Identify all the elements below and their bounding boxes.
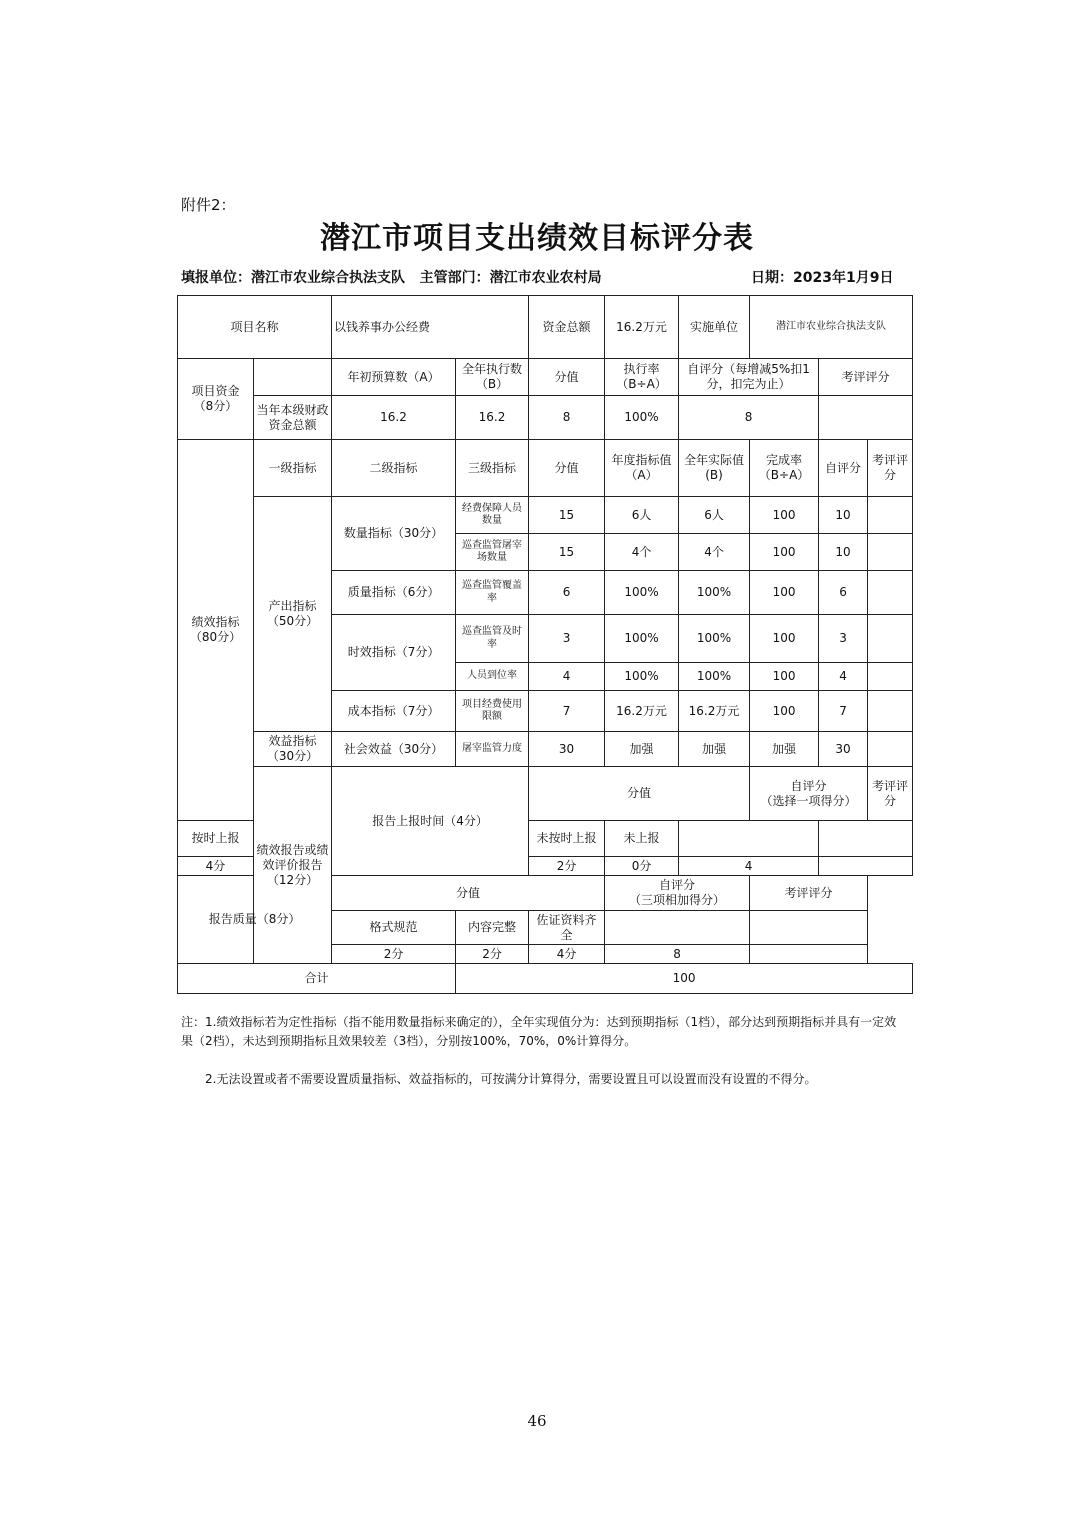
row-actual: 6人 xyxy=(679,497,750,534)
report-quality-score-label: 分值 xyxy=(332,876,605,911)
row-rate: 100 xyxy=(750,497,819,534)
row-target: 6人 xyxy=(605,497,679,534)
impl-unit-label: 实施单位 xyxy=(679,296,750,359)
row-self: 30 xyxy=(819,732,868,767)
supervising-dept: 主管部门：潜江市农业农村局 xyxy=(419,270,602,286)
row-review xyxy=(868,691,913,732)
row-self: 4 xyxy=(819,663,868,691)
fund-value-row xyxy=(178,396,913,440)
level3-name: 巡查监管覆盖率 xyxy=(456,571,529,615)
row-target: 16.2万元 xyxy=(605,691,679,732)
report-section-label: 绩效报告或绩效评价报告 （12分） xyxy=(254,767,332,964)
quantity-indicator-label: 数量指标（30分） xyxy=(332,497,456,571)
row-self: 6 xyxy=(819,571,868,615)
row-score: 4 xyxy=(529,663,605,691)
row-self: 10 xyxy=(819,534,868,571)
fund-exec-rate: 100% xyxy=(605,396,679,440)
fund-initial-budget: 16.2 xyxy=(332,396,456,440)
benefit-indicator-label: 效益指标 （30分） xyxy=(254,732,332,767)
row-score: 30 xyxy=(529,732,605,767)
report-format: 格式规范 xyxy=(332,911,456,945)
fund-review-score xyxy=(819,396,913,440)
fill-unit: 填报单位：潜江市农业综合执法支队 xyxy=(181,270,405,286)
report-date: 日期：2023年1月9日 xyxy=(751,270,894,286)
row-rate: 100 xyxy=(750,663,819,691)
col-exec-rate: 执行率 （B÷A） xyxy=(605,359,679,396)
report-evidence: 佐证资料齐全 xyxy=(529,911,605,945)
col-perf-review: 考评评分 xyxy=(868,440,913,497)
row-review xyxy=(868,534,913,571)
fund-total: 16.2万元 xyxy=(605,296,679,359)
row-self: 10 xyxy=(819,497,868,534)
report-time-label: 报告上报时间（4分） xyxy=(332,767,529,876)
timeliness-indicator-label: 时效指标（7分） xyxy=(332,615,456,691)
row-rate: 加强 xyxy=(750,732,819,767)
report-none: 未上报 xyxy=(605,821,679,857)
output-indicator-label: 产出指标 （50分） xyxy=(254,497,332,732)
report-quality-self-label: 自评分 （三项相加得分） xyxy=(605,876,750,911)
impl-unit: 潜江市农业综合执法支队 xyxy=(750,296,913,359)
perf-section-label: 绩效指标 （80分） xyxy=(178,440,254,821)
level3-name: 项目经费使用限额 xyxy=(456,691,529,732)
report-time-score-label: 分值 xyxy=(529,767,750,821)
row-rate: 100 xyxy=(750,571,819,615)
report-ontime-points: 4分 xyxy=(178,857,254,876)
row-review xyxy=(868,497,913,534)
note-2 xyxy=(181,1070,901,1089)
total-row xyxy=(178,964,913,994)
fund-self-score: 8 xyxy=(679,396,819,440)
report-blank-cell xyxy=(819,821,913,857)
col-level2: 二级指标 xyxy=(332,440,456,497)
project-name-label: 项目名称 xyxy=(178,296,332,359)
report-time-self-score: 4 xyxy=(679,857,819,876)
row-score: 6 xyxy=(529,571,605,615)
row-rate: 100 xyxy=(750,691,819,732)
row-review xyxy=(868,571,913,615)
page-title: 潜江市项目支出绩效目标评分表 xyxy=(320,221,754,256)
score-table xyxy=(177,295,913,994)
level3-name: 屠宰监管力度 xyxy=(456,732,529,767)
row-actual: 16.2万元 xyxy=(679,691,750,732)
col-completion-rate: 完成率 （B÷A） xyxy=(750,440,819,497)
row-actual: 加强 xyxy=(679,732,750,767)
col-perf-score: 分值 xyxy=(529,440,605,497)
report-blank-cell xyxy=(750,945,868,964)
level3-name: 巡查监管及时率 xyxy=(456,615,529,663)
fund-total-label: 资金总额 xyxy=(529,296,605,359)
level3-name: 经费保障人员数量 xyxy=(456,497,529,534)
row-target: 100% xyxy=(605,663,679,691)
report-blank-cell xyxy=(819,857,913,876)
perf-header-row xyxy=(178,440,913,497)
report-blank-cell xyxy=(679,821,819,857)
row-score: 15 xyxy=(529,534,605,571)
report-quality-self-score: 8 xyxy=(605,945,750,964)
page-number: 46 xyxy=(527,1412,547,1430)
row-score: 3 xyxy=(529,615,605,663)
attachment-label: 附件2： xyxy=(181,196,236,214)
report-blank-cell xyxy=(605,911,750,945)
row-actual: 100% xyxy=(679,663,750,691)
row-target: 4个 xyxy=(605,534,679,571)
note-2-text: 2.无法设置或者不需要设置质量指标、效益指标的，可按满分计算得分，需要设置且可以设置而没有设置的不得分。 xyxy=(205,1072,817,1086)
report-quality-review-label: 考评评分 xyxy=(750,876,868,911)
report-format-points: 2分 xyxy=(332,945,456,964)
row-rate: 100 xyxy=(750,615,819,663)
project-info-row xyxy=(178,296,913,359)
col-review-score: 考评评分 xyxy=(819,359,913,396)
row-review xyxy=(868,615,913,663)
report-ontime: 按时上报 xyxy=(178,821,254,857)
report-none-points: 0分 xyxy=(605,857,679,876)
note-1: 注：1.绩效指标若为定性指标（指不能用数量指标来确定的），全年实现值分为：达到预期指标（1档），部分达到预期指标并具有一定效果（2档），未达到预期指标且效果较差（3档），分别按100%，70%，0%计算得分。 xyxy=(181,1015,897,1048)
row-review xyxy=(868,732,913,767)
total-label: 合计 xyxy=(178,964,456,994)
row-actual: 100% xyxy=(679,615,750,663)
row-actual: 100% xyxy=(679,571,750,615)
col-level1: 一级指标 xyxy=(254,440,332,497)
cost-indicator-label: 成本指标（7分） xyxy=(332,691,456,732)
report-quality-label: 报告质量（8分） xyxy=(178,876,332,964)
report-content: 内容完整 xyxy=(456,911,529,945)
row-rate: 100 xyxy=(750,534,819,571)
level3-name: 人员到位率 xyxy=(456,663,529,691)
report-late-points: 2分 xyxy=(529,857,605,876)
fund-header-row xyxy=(178,359,913,396)
fund-blank-cell xyxy=(254,359,332,396)
quality-indicator-label: 质量指标（6分） xyxy=(332,571,456,615)
col-annual-exec: 全年执行数（B） xyxy=(456,359,529,396)
row-review xyxy=(868,663,913,691)
row-target: 100% xyxy=(605,571,679,615)
row-self: 7 xyxy=(819,691,868,732)
table-row xyxy=(178,497,913,534)
col-self-score: 自评分（每增减5%扣1分，扣完为止） xyxy=(679,359,819,396)
col-level3: 三级指标 xyxy=(456,440,529,497)
report-time-header-row xyxy=(178,767,913,821)
fund-section-label: 项目资金 （8分） xyxy=(178,359,254,440)
report-evidence-points: 4分 xyxy=(529,945,605,964)
row-target: 加强 xyxy=(605,732,679,767)
row-score: 7 xyxy=(529,691,605,732)
col-perf-self: 自评分 xyxy=(819,440,868,497)
row-score: 15 xyxy=(529,497,605,534)
report-content-points: 2分 xyxy=(456,945,529,964)
report-time-self-label: 自评分 （选择一项得分） xyxy=(750,767,868,821)
social-benefit-label: 社会效益（30分） xyxy=(332,732,456,767)
col-annual-actual: 全年实际值(B) xyxy=(679,440,750,497)
fund-annual-exec: 16.2 xyxy=(456,396,529,440)
total-score: 100 xyxy=(456,964,913,994)
fund-score: 8 xyxy=(529,396,605,440)
project-name: 以钱养事办公经费 xyxy=(332,296,529,359)
col-annual-target: 年度指标值（A） xyxy=(605,440,679,497)
col-initial-budget: 年初预算数（A） xyxy=(332,359,456,396)
row-actual: 4个 xyxy=(679,534,750,571)
table-row xyxy=(178,732,913,767)
fill-unit-and-dept xyxy=(181,267,602,287)
fund-row-label: 当年本级财政资金总额 xyxy=(254,396,332,440)
report-blank-cell xyxy=(750,911,868,945)
col-score: 分值 xyxy=(529,359,605,396)
row-self: 3 xyxy=(819,615,868,663)
report-time-review-label: 考评评分 xyxy=(868,767,913,821)
report-late: 未按时上报 xyxy=(529,821,605,857)
row-target: 100% xyxy=(605,615,679,663)
level3-name: 巡查监管屠宰场数量 xyxy=(456,534,529,571)
